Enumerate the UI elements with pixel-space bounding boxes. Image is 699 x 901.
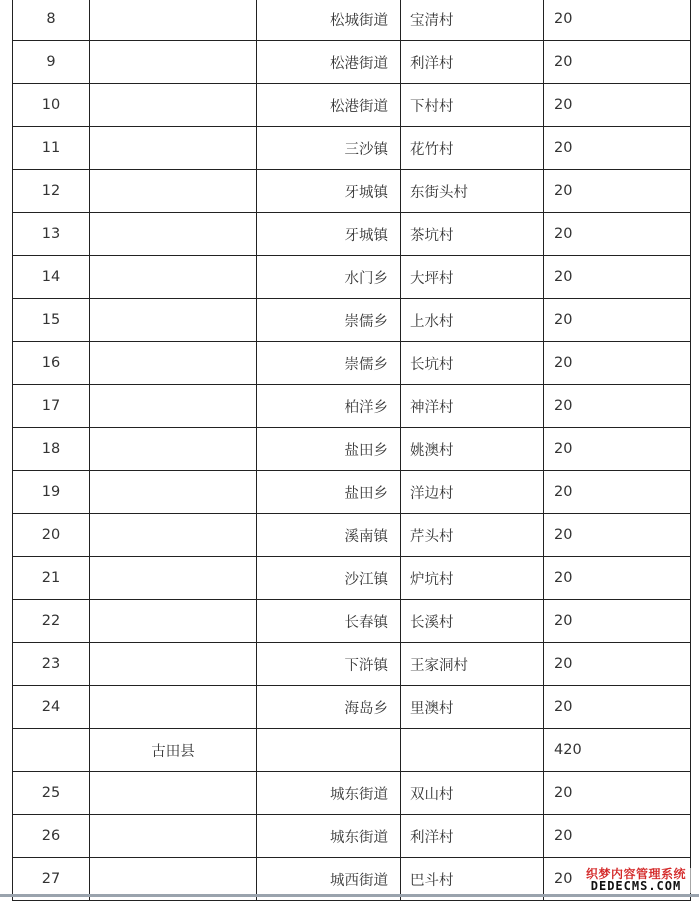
village-cell: 双山村 (401, 772, 544, 815)
table-row (13, 385, 691, 428)
row-number-cell: 18 (13, 428, 90, 471)
amount-cell: 20 (544, 514, 691, 557)
village-cell: 姚澳村 (401, 428, 544, 471)
row-number-cell: 26 (13, 815, 90, 858)
table-row (13, 170, 691, 213)
county-cell (90, 600, 257, 643)
amount-cell: 20 (544, 127, 691, 170)
village-cell: 王家洞村 (401, 643, 544, 686)
table-row (13, 256, 691, 299)
township-cell: 水门乡 (257, 256, 401, 299)
township-cell: 柏洋乡 (257, 385, 401, 428)
table-row (13, 299, 691, 342)
township-cell: 海岛乡 (257, 686, 401, 729)
county-cell: 古田县 (90, 729, 257, 772)
amount-cell: 20 (544, 815, 691, 858)
township-cell: 盐田乡 (257, 471, 401, 514)
amount-cell: 20 (544, 170, 691, 213)
township-cell: 松港街道 (257, 41, 401, 84)
table-row (13, 428, 691, 471)
amount-cell: 20 (544, 557, 691, 600)
village-cell: 里澳村 (401, 686, 544, 729)
township-cell: 长春镇 (257, 600, 401, 643)
row-number-cell: 13 (13, 213, 90, 256)
village-allocation-table (12, 0, 691, 901)
table-row (13, 772, 691, 815)
township-cell: 崇儒乡 (257, 342, 401, 385)
village-cell: 茶坑村 (401, 213, 544, 256)
row-number-cell: 17 (13, 385, 90, 428)
table-row (13, 643, 691, 686)
row-number-cell: 8 (13, 0, 90, 41)
county-cell (90, 41, 257, 84)
row-number-cell (13, 729, 90, 772)
village-cell: 宝清村 (401, 0, 544, 41)
township-cell: 松城街道 (257, 0, 401, 41)
county-cell (90, 686, 257, 729)
village-cell: 花竹村 (401, 127, 544, 170)
village-cell: 长溪村 (401, 600, 544, 643)
amount-cell: 20 (544, 471, 691, 514)
row-number-cell: 10 (13, 84, 90, 127)
township-cell: 下浒镇 (257, 643, 401, 686)
row-number-cell: 23 (13, 643, 90, 686)
amount-cell: 20 (544, 686, 691, 729)
row-number-cell: 12 (13, 170, 90, 213)
amount-cell: 20 (544, 385, 691, 428)
county-cell (90, 815, 257, 858)
amount-cell: 20 (544, 84, 691, 127)
amount-cell: 20 (544, 213, 691, 256)
village-cell: 芹头村 (401, 514, 544, 557)
township-cell: 城西街道 (257, 858, 401, 901)
township-cell (257, 729, 401, 772)
amount-cell: 420 (544, 729, 691, 772)
county-cell (90, 170, 257, 213)
amount-cell: 20 (544, 256, 691, 299)
row-number-cell: 25 (13, 772, 90, 815)
village-cell: 利洋村 (401, 41, 544, 84)
village-cell (401, 729, 544, 772)
village-cell: 神洋村 (401, 385, 544, 428)
row-number-cell: 27 (13, 858, 90, 901)
row-number-cell: 19 (13, 471, 90, 514)
row-number-cell: 14 (13, 256, 90, 299)
village-cell: 利洋村 (401, 815, 544, 858)
watermark-english-text: DEDECMS.COM (590, 879, 682, 894)
county-cell (90, 256, 257, 299)
village-cell: 巴斗村 (401, 858, 544, 901)
county-cell (90, 471, 257, 514)
amount-cell: 20 (544, 428, 691, 471)
township-cell: 牙城镇 (257, 213, 401, 256)
table-row (13, 41, 691, 84)
county-cell (90, 299, 257, 342)
amount-cell: 20 (544, 643, 691, 686)
row-number-cell: 21 (13, 557, 90, 600)
table-row (13, 127, 691, 170)
amount-cell: 20 (544, 0, 691, 41)
table-row (13, 471, 691, 514)
table-row (13, 600, 691, 643)
county-cell (90, 84, 257, 127)
county-cell (90, 0, 257, 41)
row-number-cell: 16 (13, 342, 90, 385)
township-cell: 松港街道 (257, 84, 401, 127)
table-row (13, 815, 691, 858)
watermark-chinese-text: 织梦内容管理系统 (585, 866, 686, 881)
amount-cell: 20 (544, 600, 691, 643)
county-cell (90, 772, 257, 815)
village-cell: 大坪村 (401, 256, 544, 299)
township-cell: 溪南镇 (257, 514, 401, 557)
village-cell: 炉坑村 (401, 557, 544, 600)
dedecms-watermark (577, 868, 695, 893)
village-cell: 上水村 (401, 299, 544, 342)
row-number-cell: 15 (13, 299, 90, 342)
township-cell: 三沙镇 (257, 127, 401, 170)
amount-cell: 20 (544, 858, 691, 901)
row-number-cell: 11 (13, 127, 90, 170)
table-body (13, 0, 691, 901)
table-row (13, 729, 691, 772)
amount-cell: 20 (544, 41, 691, 84)
table-row (13, 84, 691, 127)
table-row (13, 514, 691, 557)
township-cell: 城东街道 (257, 772, 401, 815)
table-row (13, 686, 691, 729)
county-cell (90, 643, 257, 686)
row-number-cell: 9 (13, 41, 90, 84)
county-cell (90, 557, 257, 600)
village-cell: 东街头村 (401, 170, 544, 213)
township-cell: 沙江镇 (257, 557, 401, 600)
county-cell (90, 342, 257, 385)
county-cell (90, 127, 257, 170)
county-cell (90, 213, 257, 256)
table-row (13, 342, 691, 385)
table-row (13, 0, 691, 41)
township-cell: 盐田乡 (257, 428, 401, 471)
amount-cell: 20 (544, 299, 691, 342)
township-cell: 牙城镇 (257, 170, 401, 213)
table-row (13, 557, 691, 600)
village-cell: 下村村 (401, 84, 544, 127)
county-cell (90, 428, 257, 471)
row-number-cell: 24 (13, 686, 90, 729)
village-cell: 长坑村 (401, 342, 544, 385)
village-cell: 洋边村 (401, 471, 544, 514)
row-number-cell: 22 (13, 600, 90, 643)
table-row (13, 213, 691, 256)
township-cell: 崇儒乡 (257, 299, 401, 342)
county-cell (90, 514, 257, 557)
amount-cell: 20 (544, 772, 691, 815)
row-number-cell: 20 (13, 514, 90, 557)
amount-cell: 20 (544, 342, 691, 385)
township-cell: 城东街道 (257, 815, 401, 858)
county-cell (90, 385, 257, 428)
